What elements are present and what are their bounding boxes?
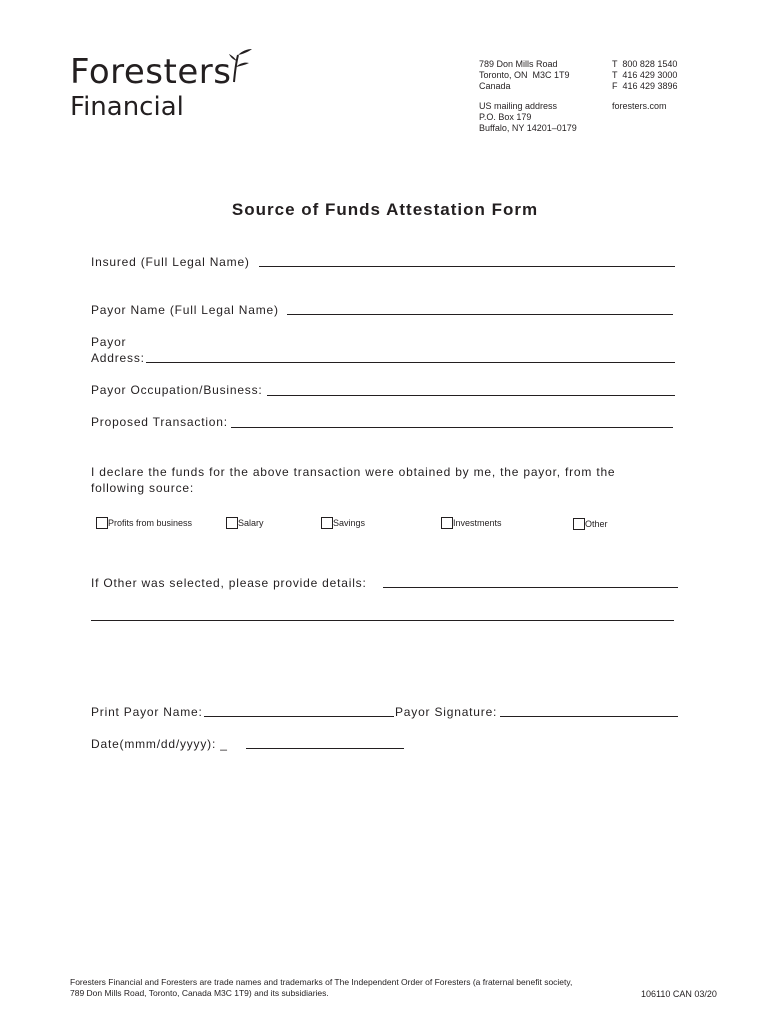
address-line: Toronto, ON M3C 1T9 [479,70,570,80]
other-details-field-2[interactable] [91,620,674,621]
print-name-field[interactable] [204,716,394,717]
insured-field[interactable] [259,266,675,267]
payor-address-label: Payor [91,335,127,349]
sprout-logo-icon [228,47,254,83]
declaration-text: I declare the funds for the above transaction were obtained by me, the payor, from the [91,465,616,479]
transaction-field[interactable] [231,427,673,428]
investments-label: Investments [453,518,502,528]
footer-legal: Foresters Financial and Foresters are trade names and trademarks of The Independent Order of Foresters (a fraternal benefit society, [70,977,573,987]
other-checkbox[interactable] [573,518,585,530]
footer-legal-2: 789 Don Mills Road, Toronto, Canada M3C 1T9) and its subsidiaries. [70,988,329,998]
other-details-field[interactable] [383,587,678,588]
insured-label: Insured (Full Legal Name) [91,255,250,269]
phone-line: T 800 828 1540 [612,59,678,69]
transaction-label: Proposed Transaction: [91,415,228,429]
website-text: foresters.com [612,101,667,111]
declaration-text-2: following source: [91,481,194,495]
salary-label: Salary [238,518,264,528]
signature-label: Payor Signature: [395,705,498,719]
profits-from-business-checkbox[interactable] [96,517,108,529]
print-name-label: Print Payor Name: [91,705,203,719]
other-label: Other [585,519,608,529]
phone-line: T 416 429 3000 [612,70,678,80]
savings-label: Savings [333,518,366,528]
form-code: 106110 CAN 03/20 [641,989,717,999]
signature-field[interactable] [500,716,678,717]
logo-wordmark-financial: Financial [70,92,184,122]
payor-name-field[interactable] [287,314,673,315]
address-line: US mailing address [479,101,558,111]
savings-checkbox[interactable] [321,517,333,529]
logo-wordmark-foresters: Foresters [70,52,232,92]
occupation-field[interactable] [267,395,675,396]
date-label: Date(mmm/dd/yyyy): _ [91,737,228,751]
address-line: P.O. Box 179 [479,112,532,122]
address-line: 789 Don Mills Road [479,59,558,69]
salary-checkbox[interactable] [226,517,238,529]
payor-address-field[interactable] [146,362,675,363]
form-title: Source of Funds Attestation Form [231,200,539,219]
investments-checkbox[interactable] [441,517,453,529]
date-field[interactable] [246,748,404,749]
address-line: Canada [479,81,511,91]
profits-from-business-label: Profits from business [108,518,193,528]
payor-address-label-2: Address: [91,351,145,365]
payor-name-label: Payor Name (Full Legal Name) [91,303,279,317]
fax-line: F 416 429 3896 [612,81,678,91]
other-details-label: If Other was selected, please provide details: [91,576,367,590]
address-line: Buffalo, NY 14201–0179 [479,123,577,133]
occupation-label: Payor Occupation/Business: [91,383,263,397]
